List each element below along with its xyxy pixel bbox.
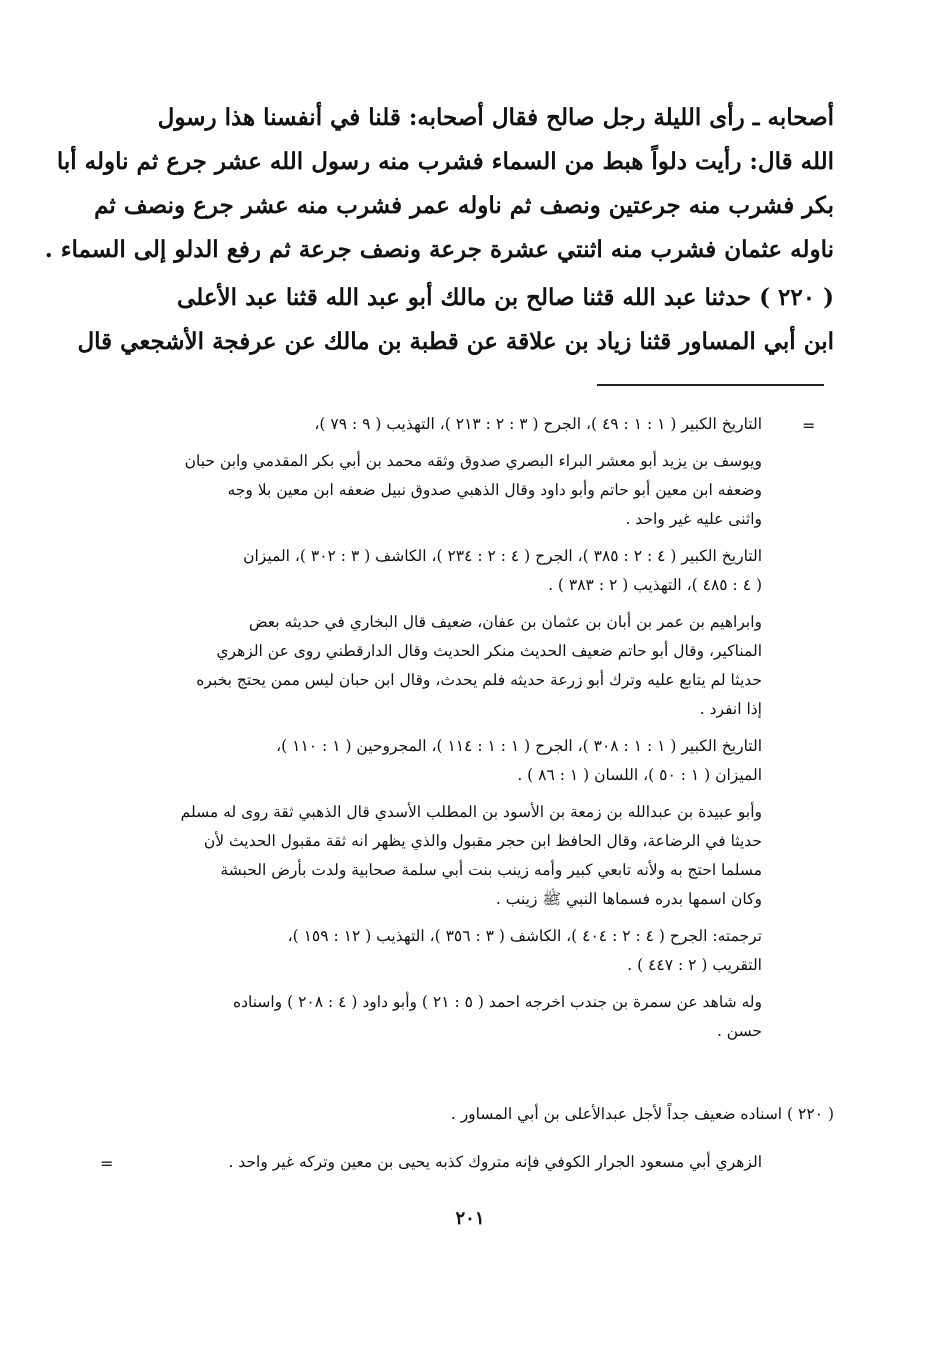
- footnote-block: [122, 410, 762, 439]
- footnote-line: مسلما احتج به ولأنه تابعي كبير وأمه زينب بنت أبي سلمة صحابية ولدت بأرض الحبشة: [220, 861, 762, 879]
- footnote-line: وله شاهد عن سمرة بن جندب اخرجه احمد ( ٥ : ٢١ ) وأبو داود ( ٤ : ٢٠٨ ) واسناده: [232, 993, 762, 1011]
- footnote-block: [122, 608, 762, 724]
- footnote-line: التاريخ الكبير ( ٤ : ٢ : ٣٨٥ )، الجرح ( ٤ : ٢ : ٢٣٤ )، الكاشف ( ٣ : ٣٠٢ )، الميزان: [243, 547, 762, 565]
- footnote-line: حديثا في الرضاعة، وقال الحافظ ابن حجر مقبول والذي يظهر انه ثقة مقبول الحديث لأن: [203, 832, 762, 850]
- main-line: ناوله عثمان فشرب منه اثنتي عشرة جرعة ونصف جرعة ثم رفع الدلو إلى السماء .: [44, 236, 834, 263]
- footnote-line: واثنى عليه غير واحد .: [625, 510, 762, 528]
- main-line: ابن أبي المساور قثنا زياد بن علاقة عن قطبة بن مالك عن عرفجة الأشجعي قال: [77, 328, 834, 355]
- footnote-block: [122, 542, 762, 600]
- footnote-line: وكان اسمها بدره فسماها النبي ﷺ زينب .: [495, 890, 762, 908]
- main-line: بكر فشرب منه جرعتين ونصف ثم ناوله عمر فشرب منه عشر جرع ونصف ثم: [94, 192, 834, 219]
- main-line: ( ٢٢٠ ) حدثنا عبد الله قثنا صالح بن مالك أبو عبد الله قثنا عبد الأعلى: [177, 284, 834, 311]
- footnote-line: وأبو عبيدة بن عبدالله بن زمعة بن الأسود بن المطلب الأسدي قال الذهبي ثقة روى له مسلم: [180, 803, 762, 821]
- footnote-line: التاريخ الكبير ( ١ : ١ : ٤٩ )، الجرح ( ٣ : ٢ : ٢١٣ )، التهذيب ( ٩ : ٧٩ )،: [314, 415, 762, 433]
- footnote-block: [122, 732, 762, 790]
- footnote-line: إذا انفرد .: [699, 700, 762, 718]
- footnote-block: [122, 988, 762, 1046]
- footnote-block: [122, 798, 762, 914]
- footnote-line: التقريب ( ٢ : ٤٤٧ ) .: [627, 956, 762, 974]
- main-paragraph-2: [77, 276, 834, 364]
- footnote-separator-rule: [597, 384, 824, 386]
- footnote-220: ( ٢٢٠ ) اسناده ضعيف جداً لأجل عبدالأعلى بن أبي المساور .: [450, 1105, 834, 1123]
- footnote-line: التاريخ الكبير ( ١ : ١ : ٣٠٨ )، الجرح ( ١ : ١ : ١١٤ )، المجروحين ( ١ : ١١٠ )،: [276, 737, 762, 755]
- main-line: أصحابه ـ رأى الليلة رجل صالح فقال أصحابه: قلنا في أنفسنا هذا رسول: [157, 104, 834, 131]
- page-number: ٢٠١: [455, 1208, 485, 1229]
- footnote-block: [122, 922, 762, 980]
- main-paragraph-1: [44, 96, 834, 272]
- footnotes: [122, 410, 762, 1054]
- footnote-line: وضعفه ابن معين أبو حاتم وأبو داود وقال الذهبي صدوق نبيل ضعفه ابن معين بلا وجه: [227, 481, 762, 499]
- footnote-line: الميزان ( ١ : ٥٠ )، اللسان ( ١ : ٨٦ ) .: [517, 766, 762, 784]
- footnote-line: حسن .: [716, 1022, 762, 1040]
- footnote-block: [122, 447, 762, 534]
- footnote-line: ترجمته: الجرح ( ٤ : ٢ : ٤٠٤ )، الكاشف ( ٣ : ٣٥٦ )، التهذيب ( ١٢ : ١٥٩ )،: [287, 927, 762, 945]
- main-text: [44, 96, 834, 364]
- footnote-line: وابراهيم بن عمر بن أبان بن عثمان بن عفان، ضعيف قال البخاري في حديثه بعض: [248, 613, 762, 631]
- footnote-continuation-mark: =: [802, 416, 816, 435]
- footnote-line: حديثا لم يتابع عليه وترك أبو زرعة حديثه فلم يحدث، وقال ابن حبان ليس ممن يحتج بخبره: [196, 671, 762, 689]
- footnote-line: ويوسف بن يزيد أبو معشر البراء البصري صدوق وثقه محمد بن أبي بكر المقدمي وابن حبان: [184, 452, 762, 470]
- footnote-line: ( ٤ : ٤٨٥ )، التهذيب ( ٢ : ٣٨٣ ) .: [548, 576, 762, 594]
- footnote-line: المناكير، وقال أبو حاتم ضعيف الحديث منكر الحديث وقال الدارقطني روى عن الزهري: [216, 642, 762, 660]
- footnote-continues-mark: =: [100, 1154, 114, 1173]
- footnote-last-line: الزهري أبي مسعود الجرار الكوفي فإنه متروك كذبه يحيى بن معين وتركه غير واحد .: [228, 1153, 762, 1171]
- main-line: الله قال: رأيت دلواً هبط من السماء فشرب منه رسول الله عشر جرع ثم ناوله أبا: [56, 148, 834, 175]
